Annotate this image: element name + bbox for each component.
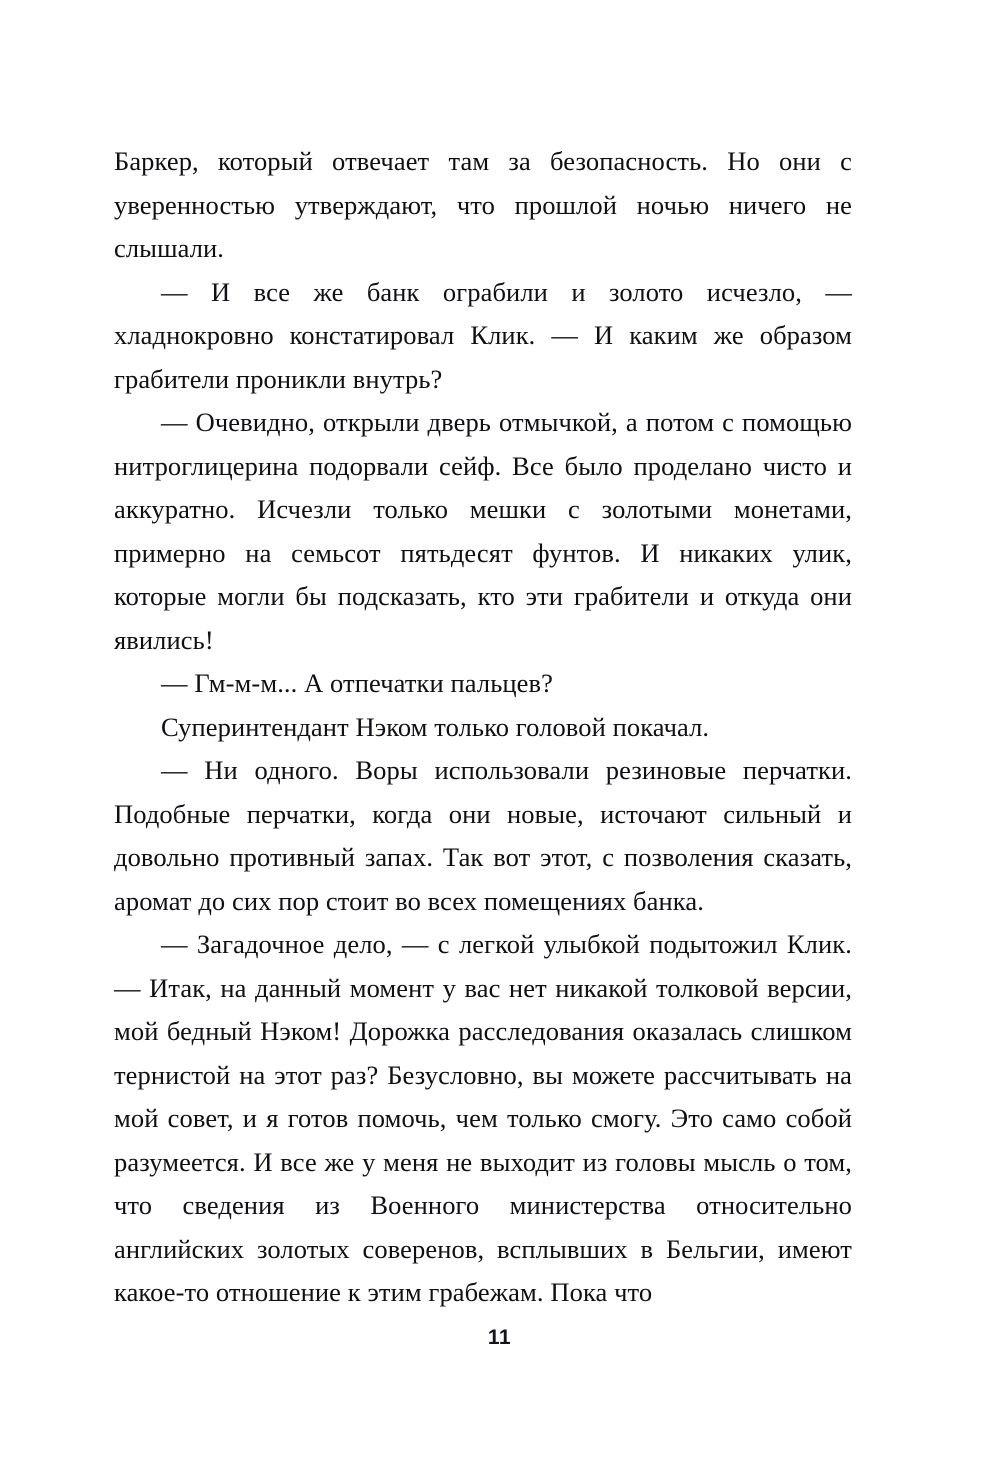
paragraph: — Ни одного. Воры использовали резиновые перчатки. Подобные перчатки, когда они новые, источают сильный и довольно противный запах. Так вот этот, с позволения сказать, аромат до сих пор стоит во всех помещениях банка. — [114, 755, 852, 916]
paragraph: Суперинтендант Нэком только головой покачал. — [161, 711, 710, 742]
page-number: 11 — [487, 1326, 512, 1349]
paragraph: — И все же банк ограбили и золото исчезло, — хладнокровно констатировал Клик. — И каким же образом грабители проникли внутрь? — [114, 276, 852, 394]
paragraph: — Гм-м-м... А отпечатки пальцев? — [161, 668, 553, 698]
paragraph: — Загадочное дело, — с легкой улыбкой подытожил Клик. — Итак, на данный момент у вас нет никакой толковой версии, мой бедный Нэком! Дорожка расследования оказалась слишком тернистой на этот раз? Безусловно, вы можете рассчитывать на мой совет, и я готов помочь, чем только смогу. Это само собой разумеется. И все же у меня не выходит из головы мысль о том, что сведения из Военного министерства относительно английских золотых соверенов, всплывших в Бельгии, имеют какое-то отношение к этим грабежам. Пока что — [114, 929, 852, 1307]
paragraph: Баркер, который отвечает там за безопасность. Но они с уверенностью утверждают, что прошлой ночью ничего не слышали. — [114, 146, 852, 263]
paragraph: — Очевидно, открыли дверь отмычкой, а потом с помощью нитроглицерина подорвали сейф. Все было проделано чисто и аккуратно. Исчезли только мешки с золотыми монетами, примерно на семьсот пятьдесят фунтов. И никаких улик, которые могли бы подсказать, кто эти грабители и откуда они явились! — [114, 407, 852, 655]
page-body-text — [114, 140, 852, 1315]
